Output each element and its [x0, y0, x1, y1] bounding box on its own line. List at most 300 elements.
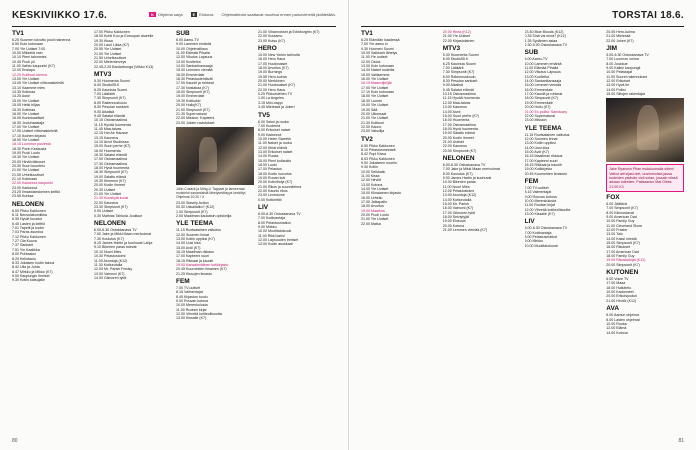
program-entry: 8.15 Valmentajat [176, 290, 203, 295]
program-entry: 6.25 Kaunista Suomi [442, 61, 476, 66]
program-entry: 11.00 Asuntoja (K12) [94, 258, 128, 263]
program-entry: 16.15 Maailman rikkaus [176, 249, 214, 254]
program-entry: 15.00 Lemmen viemää [176, 68, 213, 73]
program-entry: 8.30 Pesulan sankarit [94, 105, 129, 110]
program-highlight: 16.15 Maanviljelijät [361, 81, 392, 86]
program-entry: 10.00 Muotitalokuvat [524, 243, 558, 248]
program-entry: 22.00 Kauneus [442, 144, 467, 149]
legend-series-text: Ohjelma sarja [157, 12, 183, 17]
program-entry: 7.00 Lääkärit [94, 92, 115, 97]
program-entry: 17.00 Kauniit ja rohkeat [176, 81, 214, 86]
highlight-box: Jake Ryanmin Pitan esdaluomalla sitten! Vaikut aiti sijasi olet, uusimmoista jassa kodeiden ystävän vieli sotan, jossain niissä aikaan tuleetlee. Pakkaanko Mat Gibbs 21:00 K3 [606, 164, 684, 191]
program-entry: 10.00 Salkkarit lähetys [361, 51, 398, 56]
program-entry: 7.00 Luonnon voima [606, 57, 639, 62]
program-entry: 11.00 Elämää Pihalla [524, 66, 559, 71]
program-entry: 8.47 Mirkku ja Mikko (K7) [12, 269, 53, 274]
program-entry: 6.11 Neuvolakomiikka [12, 213, 47, 218]
program-entry: 13.00 Kuvitellut [176, 59, 201, 64]
program-entry: 10.00 Seikkailu [361, 169, 386, 174]
program-entry: 21.00 Rikos ja suunnitelma [258, 184, 302, 189]
program-entry: 7.00 TV-uutiset [524, 185, 549, 190]
program-entry: 15.00 Lemmen viemää [524, 83, 562, 88]
program-entry: 11.00 Kissa [361, 173, 380, 178]
program-entry: 16.00 Urheilu [361, 195, 383, 200]
channel-heading: NELONEN [442, 154, 475, 162]
program-entry: 17.00 Kapteeni suuri [524, 158, 558, 163]
program-entry: 10.00 Merenkulusta [524, 199, 557, 203]
program-entry: 12.00 Suomen linnat [176, 232, 209, 237]
right-column-1 [361, 30, 439, 432]
program-entry: 21.00 Yle Uutiset [361, 116, 389, 121]
program-entry: 13.00 Kissalle (K7) [524, 212, 555, 217]
program-highlight: 18.15 Luonnon puolesta [12, 142, 51, 147]
program-entry: 20.00 Hullu(K7) [176, 103, 201, 108]
program-entry: 9.00 Kadonnut [258, 132, 282, 137]
program-entry: 22.00 Hero Haus [258, 87, 286, 92]
program-entry: 22.00 Kuutamo [258, 34, 283, 39]
program-entry: 9.00 Aikalisä [442, 83, 463, 88]
program-entry: 7.00 Kodinantaja [258, 216, 285, 221]
program-entry: 10.00 Pelastajat [606, 70, 633, 75]
program-entry: 14.00 Gilmoren tytöt [94, 275, 127, 280]
program-entry: 1.00 La Angeles [258, 96, 284, 101]
program-entry: 15.00 Avdi (K7) [176, 245, 201, 250]
program-entry: 16.00 Huomenta [442, 118, 470, 123]
program-entry: 20.05 Hero-kulma [606, 30, 635, 34]
program-entry: 10.00 Family Guy [606, 219, 635, 224]
program-entry: 14.00 Aivot [442, 109, 461, 114]
program-entry: 7.27 Ola Kuuva [12, 239, 37, 244]
program-entry: 15.00 Suuri perhe (K7) [94, 144, 131, 149]
program-entry: 18.00 Arvoitus (K7) [258, 66, 289, 71]
program-entry: 9.00 Lammen emäntä [176, 42, 211, 47]
program-entry: 1.35 Sydämen asiaa [524, 38, 558, 43]
program-entry: 12.00 Vikutus Lapsuus [176, 55, 213, 60]
program-entry: 22.00 Supernatural [524, 113, 556, 118]
program-entry: 13.00 Kotiin oppiksi [524, 141, 556, 146]
program-entry: 16.15 Maailman rikkaus [524, 154, 563, 159]
program-entry: 20.00 Hullu (K7) [524, 105, 551, 110]
program-entry: 11.15 Hyvää huomenta [442, 96, 480, 101]
program-entry: 15.00 Avdi (K7) [524, 149, 550, 154]
program-entry: 19.30 Yle Uutiset [12, 155, 40, 160]
program-entry: 12.00 Suomen linnat [524, 136, 558, 141]
right-column-2 [443, 30, 521, 432]
program-entry: 10.00 Ruoka [606, 321, 627, 326]
program-entry: 21.00 Vihannokset ja Edinburghin (K7) [258, 30, 320, 34]
program-entry: 17.00 Kauniit ja rohkeat [524, 92, 563, 97]
program-entry: 17.05 Uutiset viittomakielellä [12, 129, 58, 134]
legend-disclaimer: Ohjelmatiedot saattavat muuttua ennen painovirheitä pidätetään. [221, 12, 336, 17]
program-entry: 17.00 Pelastus [258, 167, 282, 172]
program-entry: 8.00 Puhtaaksi [12, 252, 36, 257]
program-entry: 8.00 Rakennuskoulu [94, 100, 127, 105]
program-entry: 17.00 Pikku Kakkonen [94, 30, 130, 34]
program-entry: 13.00 Kotiin oppiksi (K7) [176, 236, 215, 241]
program-entry: 14.00 Kaksi miestä [606, 236, 637, 241]
program-entry: 6.00 Voice TV [606, 277, 629, 282]
program-entry: 13.00 Kodin asukkaat [258, 242, 293, 247]
program-entry: 12.00 Vihreitä kotiteollisuutta [524, 207, 571, 212]
program-entry: 18.15 Rikkaat ja kauniit [524, 162, 562, 167]
channel-heading: YLE TEEMA [176, 220, 214, 228]
program-entry: 18.30 Simpsonit (K7) [94, 170, 128, 175]
legend-series-tag: K [150, 12, 154, 17]
program-entry: 9.45 Salatut elämät [442, 87, 474, 92]
program-entry: 0.30 Mathias Tahkola Joukkue [94, 213, 143, 218]
program-entry: 19.00 Salattu elämä [94, 174, 126, 179]
program-entry: 8.10 Pelastusmestarit [361, 147, 396, 152]
photo-caption: John Cusack ja Ming-Li Tappaat ja lanseeraat muistelot samanlaisiä lähetysetäisyys keskittyi. Ohjelmat 10:20 / 3 [176, 186, 247, 199]
program-entry: 9.00 Rouvan kotona [176, 299, 209, 304]
program-entry: 18.00 Hyvä huomenta [442, 126, 478, 131]
program-entry: 2.00 Maailman kaukaisin opiskelija [176, 213, 232, 218]
program-entry: 19.00 Kadonneet [606, 290, 634, 295]
program-entry: 8.00 Pelastusmatkot [258, 220, 291, 225]
program-entry: 9.00 Rouvan kotona [524, 194, 557, 199]
program-entry: 6.00 Aamun ohjelma [606, 313, 640, 318]
program-entry: 16.05 Kuninkaalliset [12, 116, 45, 121]
program-entry: 18.15 Rikkaat ja kauniit [176, 258, 214, 263]
program-entry: 20.45 Kuurneiden ilmainen (K7) [176, 267, 227, 272]
program-entry: 6.00 Jäätävä [606, 201, 627, 206]
program-entry: 19.00 Yle Uutiset [361, 103, 389, 108]
program-entry: 11.15 Ruotsalainen vaikutus [524, 132, 570, 137]
program-entry: 10.40 Puoli yö [12, 59, 35, 64]
program-entry: 8.42 Ulla ja Juhla [12, 265, 40, 270]
program-entry: 12.15 Hot Air Hausse [94, 131, 128, 136]
channel-heading: NELONEN [94, 220, 126, 228]
program-entry: 22.00 Matka [361, 221, 381, 226]
program-entry: 8.00 Erikoiset naiset [258, 128, 291, 133]
program-entry: 11.00 Suuret rakennukset [606, 74, 648, 79]
program-entry: 18.00 Kodin luovutus [258, 171, 292, 176]
program-entry: 18.00 Arvoitus [361, 204, 384, 209]
program-entry: 7.00 Kuolema [258, 123, 281, 128]
program-entry: 7.00 Yle Uutiset 7:00 [12, 46, 46, 51]
program-entry: 16.00 Yle Uutiset [12, 111, 40, 116]
program-highlight: 19.00 Maailma [361, 208, 385, 213]
program-entry: 11.15 Ruotsalainen vaikutus [176, 228, 221, 233]
program-entry: 17.30 Nostakaa (K7) [176, 85, 209, 90]
program-photo [176, 127, 254, 185]
program-entry: 0.25 Pikkumiehen TV [258, 92, 293, 97]
program-entry: 22.00 Jokeri (K7) [606, 38, 634, 43]
channel-heading: KUTONEN [606, 269, 639, 277]
program-entry: 23.00 Lentokone [258, 193, 285, 198]
program-entry: 20.00 Kodin ihmeet [94, 183, 125, 188]
program-entry: 5.30 Huomenta Suomi [94, 79, 130, 84]
program-entry: 17.00 Maaa [606, 281, 626, 286]
program-entry: 8.00 Lasten ohjelmat [606, 317, 640, 322]
program-entry: 18.00 Kohti Koo ja Euroopan alueelle [94, 34, 154, 39]
program-entry: 21.30 Kulttuuri [361, 120, 385, 125]
program-entry: 12.00 Elämä [606, 326, 627, 331]
program-entry: 12.00 Lapsuuden ihmiset [258, 238, 299, 243]
program-entry: 20.00 Lauri Likka (K7) [94, 43, 130, 48]
program-entry: 21.00 Yle Uutiset [12, 168, 40, 173]
program-entry: 14.00 Kotona [606, 330, 628, 335]
channel-heading: TV1 [361, 30, 373, 37]
program-entry: 11.00 Vaihto kaupunki (K7) [12, 64, 55, 69]
program-entry: 5.30 Huomenta Suomi [442, 53, 479, 58]
program-entry: 3.15 Mini-nappi [258, 100, 283, 105]
program-entry: 5.00-6.30 Ostoskanava TV [606, 53, 649, 58]
program-entry: 8.00 Rakennuskoulu [442, 74, 476, 79]
program-entry: 0.00 Uutiset [94, 209, 114, 214]
program-entry: 17.00 Ostosmaailma [94, 157, 127, 162]
program-entry: 10.00 New Yorkin tarinoita [258, 53, 300, 58]
right-day-title: TORSTAI 18.6. [612, 10, 684, 21]
program-entry: 20.45 Kuurneiden ilmainen [524, 171, 568, 176]
program-entry: 7.00 Yle aamu tv [361, 42, 388, 47]
program-entry: 11.00 Naiset ja ruoka [258, 141, 292, 146]
legend-film-tag: E [192, 12, 196, 17]
program-entry: 6.00-6.30 Ostoskanava TV [442, 162, 486, 167]
program-entry: 12.00 Vihreitä kotiteollisuutta [176, 312, 222, 317]
program-entry: 15.00 Kiinalainen kirjasto [361, 191, 401, 196]
right-column-4 [606, 30, 684, 432]
program-entry: 1.00 Simpsonit (K7) [176, 209, 208, 214]
program-entry: 2.30-5.00 Ostoskanava TV [524, 43, 568, 48]
program-entry: 18.00 Selviytyjät [442, 215, 469, 220]
program-entry: 17.00 Yle Uutiset [361, 85, 389, 90]
program-entry: 21.25 Kissojen ilmasto [176, 271, 212, 276]
program-entry: 11.45 Maa-taivas [94, 126, 122, 131]
header-rule [361, 26, 684, 27]
program-entry: 20.00 Kotiviihdyt (K7) [258, 180, 293, 185]
program-entry: 6.00 Studio55.fi [442, 57, 468, 62]
program-entry: 12.00 Maa-taivas [442, 100, 471, 105]
program-entry: 9.00 James Hartin ja kuohuvat [442, 175, 492, 180]
program-entry: 21.50 Urheiluuutiset [94, 56, 126, 61]
program-entry: 18.00 Simpsonit (K7) [524, 96, 559, 101]
program-entry: 21.00 Huutonaiset (K7) [258, 83, 295, 88]
program-entry: 17.00 Huutonaiset [258, 61, 288, 66]
channel-heading: TV2 [361, 135, 373, 143]
program-entry: 22.45-2.25 Bardarbunga (Viikko K13) [94, 64, 154, 69]
program-entry: 21.00 Mielessä [606, 34, 631, 39]
program-entry: 9.00 Kaikki kaupungit [606, 66, 641, 71]
left-page-number: 80 [12, 438, 18, 444]
program-entry: 10.15 Ostosmaailma [94, 118, 127, 123]
program-entry: 22.00 Mission: Kapteeni [176, 116, 215, 121]
program-entry: 16.00 Hero Haus [258, 57, 286, 62]
program-entry: 20.30 Uutiset [94, 187, 116, 192]
program-entry: 9.30 Kotiin katsojalle [12, 278, 45, 283]
program-entry: 8.00 Joukkue [606, 61, 628, 66]
program-entry: 6.25 Elämään kaadessä [361, 38, 400, 42]
program-entry: 11.00 Nuori Mies [442, 184, 470, 189]
program-entry: 15.00 Pieni kotiaukio [258, 158, 292, 163]
program-entry: 20.00 Merkkinen [258, 79, 285, 84]
program-entry: 10.00 Helen Sweetin [258, 136, 292, 141]
program-entry: 7.00 Jake ja Mikki Maan merivoimat [442, 167, 500, 172]
program-entry: 10.00 Mikkeliä vain [12, 51, 43, 56]
program-entry: 15.00 Siltojen rakentajat [606, 92, 645, 97]
program-entry: 13.00 Hyvä tie [606, 83, 630, 88]
program-entry: 10.10 Pieni talonmies [12, 55, 47, 60]
program-entry: 19.00 Salattu elämä [442, 131, 475, 136]
program-entry: 20.00 Simpsonit (K7) [606, 262, 640, 267]
program-entry: 9.00 Mirkku [524, 239, 544, 244]
program-entry: 15.00 Simpsonit (K7) [606, 241, 640, 246]
program-entry: 14.00 Yle Uutiset [361, 187, 389, 191]
program-highlight: 20.00 Hinta (K12) [442, 30, 471, 34]
program-entry: 22.00 Kauno [361, 124, 382, 129]
program-entry: 11.00 Yle uutiset [361, 55, 388, 60]
channel-heading: LIV [524, 218, 535, 226]
program-entry: 19.00 Emmerdale [176, 94, 205, 99]
right-page-number: 81 [678, 438, 684, 444]
program-entry: 9.00 Jokaiseen nuoriin [361, 160, 397, 165]
program-entry: 21.00 Uutiset [442, 139, 464, 144]
program-entry: 15.00 Yle Uutiset [12, 98, 40, 103]
program-entry: 15.30 Kotimaa [12, 107, 36, 112]
program-entry: 19.55 Hero-kulma [258, 74, 287, 79]
program-entry: 18.00 Yle Uutiset [12, 137, 40, 142]
program-entry: 21.00 Hirviöt (K12) [606, 298, 637, 303]
program-entry: 19.00 Elokuva [442, 219, 466, 224]
program-entry: 21.10 Kotimaan [12, 177, 38, 181]
program-entry: 13.00 Talo [606, 232, 623, 237]
program-entry: 21.30 Supernatural [176, 111, 207, 116]
program-entry: 10.15 Ostosmaailma [442, 92, 476, 97]
program-entry: 6.00 Studio55.fi [94, 83, 119, 88]
program-entry: 12.00 Erikoiset [606, 79, 631, 84]
channel-heading: TV5 [258, 111, 270, 119]
program-entry: 10.00 Muotitalokuvat [258, 229, 292, 234]
channel-heading: NELONEN [12, 200, 44, 208]
program-highlight: 19.00 Rikostutkijat (K12) [606, 258, 646, 263]
program-entry: 23.40 Blue Bloods (K12) [524, 30, 564, 34]
program-entry: 16.00 Huomenta [94, 148, 121, 153]
channel-heading: JIM [606, 45, 618, 53]
program-entry: 22.00 Mielenterveys [94, 60, 127, 65]
program-entry: 17.00 American Dad [606, 249, 639, 254]
program-entry: 13.00 Kotona [361, 182, 383, 187]
program-entry: 13.10 Kaamme mies [12, 85, 45, 90]
right-page [348, 0, 696, 450]
program-entry: 14.00 Kotiseutulla [442, 197, 472, 202]
program-entry: 8.20 Kellotaulu [12, 256, 36, 261]
program-entry: 16.30 Pelastustehtävät [176, 77, 213, 82]
program-highlight: 12.20 Kulttuuri-kierros [12, 72, 48, 77]
program-entry: 12.00 Ensiapu [12, 68, 35, 73]
program-entry: 17.10 Ikuinen kirjasto [12, 133, 46, 138]
program-entry: 13.05 Yle Uutiset viittomakielellä [12, 81, 64, 86]
program-entry: 19.30 Sää [361, 107, 378, 112]
program-entry: 7.30 Koulutus (K7) [94, 236, 124, 241]
program-entry: 23.00 Vakoilija [361, 129, 385, 134]
program-entry: 9.00 Mirkku [258, 225, 277, 230]
program-entry: 9.30 Kotiin [361, 165, 378, 170]
program-entry: 9.00 Kaupungin ihmiset [12, 273, 50, 278]
program-entry: 8.33 Jokaisen kodin talous [12, 260, 55, 265]
left-day-title: KESKIVIIKKO 17.6. [12, 10, 108, 21]
program-entry: 16.30 Salatut elämät [94, 152, 127, 157]
program-entry: 6.00 Pikku Kakkonen [12, 208, 46, 213]
program-entry: 22.00 Kaunis rikos [258, 189, 288, 193]
program-entry: 13.00 Kissalle (K7) [176, 316, 207, 321]
program-entry: 18.00 Simpsonit (K7) [176, 90, 210, 95]
program-entry: 13.00 Kauneus [442, 105, 467, 110]
right-schedule-grid [361, 30, 684, 432]
program-entry: 19.00 Puoli Luoto [12, 150, 40, 155]
channel-heading: TV1 [12, 30, 24, 37]
program-photo [606, 98, 684, 162]
program-entry: 20.00 Ulkomaat [361, 111, 387, 116]
program-entry: 21.00 Yle Uutiset [94, 51, 122, 56]
program-entry: 14.10 Aivot Studiossa [94, 139, 129, 144]
channel-heading: YLE TEEMA [524, 124, 562, 132]
program-entry: 12.00 Mr. Parish Fredsy [94, 267, 133, 272]
left-header [12, 10, 336, 24]
legend-film-text: Elokuva [199, 12, 214, 17]
program-highlight: 19.00 Kansainvälinen kotikirjasto [176, 263, 229, 267]
legend [149, 12, 336, 17]
program-entry: 7.03 Paras asuntoa [12, 230, 44, 235]
program-entry: 14.00 Naiset kodeilla [361, 68, 395, 73]
program-entry: 12.00 Pelastustoimi [442, 189, 475, 193]
program-entry: 7.00 Simpsonit (K7) [606, 206, 638, 211]
program-entry: 7.00 TV-uutiset [176, 286, 201, 291]
program-entry: 23.55 Kuntaa [12, 194, 34, 199]
program-entry: 20.30 Suuri kuuntelu [12, 163, 45, 168]
program-entry: 16.00 Vaimoni (K7) [442, 206, 474, 211]
program-entry: 0.00 Kotikeittiö [258, 197, 282, 202]
program-entry: 21.00 Yle Uutiset [361, 217, 389, 222]
program-entry: 7.00 Kodinantaja [524, 230, 552, 235]
program-entry: 16.00 Rikokset [606, 245, 631, 250]
channel-heading: SUB [176, 30, 190, 37]
program-entry: 8.15 James Hartin ja kuohuvat Lahja [94, 241, 153, 246]
program-entry: 20.55 Yle Uutiset [94, 47, 122, 52]
program-entry: 8.00 Koulutus (K7) [442, 171, 473, 176]
program-entry: 23.00 Kutsu (K7) [258, 38, 285, 43]
left-column-1 [12, 30, 90, 432]
left-column-4 [258, 30, 336, 432]
program-entry: 12.00 Kiriat elämä [258, 145, 287, 150]
program-entry: 18.30 Porin Keskusta [12, 146, 47, 151]
program-entry: 7.12 Pikku Kakkonen [12, 234, 46, 239]
program-entry: 8.00 Kiinnostavat [606, 210, 634, 215]
program-entry: 6.00 Seksi ja ruoka [258, 119, 289, 124]
program-entry: 8.15 Valmentajat [524, 190, 552, 195]
program-entry: 11.15 Hyvää huomenta [94, 122, 131, 127]
program-entry: 14.00 Uusi kisa [176, 241, 201, 246]
program-entry: 13.00 Erikoiset naiset [258, 149, 293, 154]
program-entry: 8.30 Pesulan sankarit [442, 79, 478, 84]
right-header [361, 10, 684, 24]
program-entry: 12.00 Hirviöt [361, 178, 382, 183]
program-entry: 10.00 Ohjelmatilaus [176, 46, 208, 51]
program-entry: 15.00 Suuri perhe (K7) [442, 113, 480, 118]
left-schedule-grid [12, 30, 336, 432]
program-entry: 16.00 Luoto [258, 162, 277, 167]
program-entry: 23.00 Simpsonit (K7) [442, 148, 477, 153]
program-entry: 19.30 Kissa [94, 38, 113, 43]
program-entry: 15.00 Mr. Parish [442, 202, 469, 207]
program-entry: 8.00 Pelastusmatkot [524, 235, 558, 240]
program-entry: 11.30 Kotiseutulla [94, 262, 123, 267]
program-entry: 9.00 American Dad [606, 214, 637, 219]
program-entry: 10.00 Lammen emäntä [524, 61, 562, 66]
program-entry: 21.00 Lemmen viemää (K7) [442, 228, 488, 233]
program-entry: 9.45 Salatut elämät [94, 113, 125, 118]
program-entry: 21.00 Simpsonit (K7) [176, 107, 210, 112]
program-entry: 23.00 Stavely Action [176, 200, 209, 205]
